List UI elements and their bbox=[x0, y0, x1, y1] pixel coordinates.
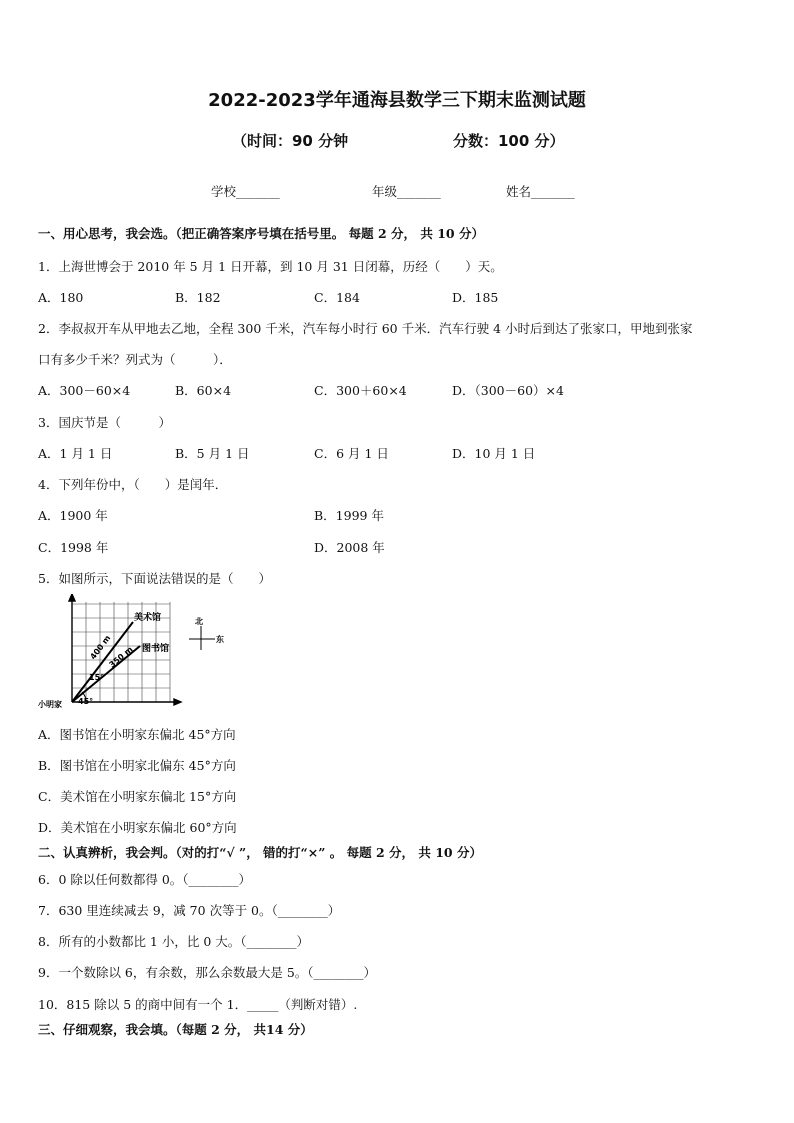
q1-option-c[interactable]: C．184 bbox=[314, 290, 360, 305]
q3-option-c[interactable]: C．6 月 1 日 bbox=[314, 446, 389, 461]
library-label: 图书馆 bbox=[142, 644, 170, 654]
question-2-line-2: 口有多少千米？列式为（ ）． bbox=[38, 352, 232, 367]
q1-option-a[interactable]: A．180 bbox=[38, 290, 84, 305]
art-museum-label: 美术馆 bbox=[134, 613, 162, 623]
exam-time: （时间：90 分钟 bbox=[232, 132, 349, 150]
q3-option-a[interactable]: A．1 月 1 日 bbox=[38, 446, 113, 461]
question-8[interactable]: 8．所有的小数都比 1 小，比 0 大。（________） bbox=[38, 934, 310, 949]
q1-option-b[interactable]: B．182 bbox=[175, 290, 221, 305]
question-6[interactable]: 6．0 除以任何数都得 0。（________） bbox=[38, 872, 252, 887]
art-museum-ray bbox=[72, 622, 133, 702]
section-1-heading: 一、用心思考，我会选。（把正确答案序号填在括号里。 每题 2 分， 共 10 分） bbox=[38, 226, 484, 241]
q3-option-d[interactable]: D．10 月 1 日 bbox=[452, 446, 536, 461]
q2-option-c[interactable]: C．300＋60×4 bbox=[314, 383, 407, 398]
q2-option-b[interactable]: B．60×4 bbox=[175, 383, 232, 398]
q2-option-a[interactable]: A．300－60×4 bbox=[38, 383, 131, 398]
school-field[interactable]: 学校_______ bbox=[211, 184, 280, 199]
question-3: 3．国庆节是（ ） bbox=[38, 415, 171, 430]
page-title: 2022-2023学年通海县数学三下期末监测试题 bbox=[208, 90, 586, 111]
compass-icon bbox=[189, 626, 215, 650]
question-1: 1．上海世博会于 2010 年 5 月 1 日开幕，到 10 月 31 日闭幕，历经（ ）天。 bbox=[38, 259, 503, 274]
exam-score: 分数：100 分） bbox=[453, 132, 565, 150]
q5-option-c[interactable]: C．美术馆在小明家东偏北 15°方向 bbox=[38, 789, 237, 804]
section-2-heading: 二、认真辨析，我会判。（对的打“√ ”， 错的打“×” 。 每题 2 分， 共 10 分） bbox=[38, 845, 482, 860]
q5-option-d[interactable]: D．美术馆在小明家东偏北 60°方向 bbox=[38, 820, 237, 835]
q5-option-b[interactable]: B．图书馆在小明家北偏东 45°方向 bbox=[38, 758, 236, 773]
q4-option-a[interactable]: A．1900 年 bbox=[38, 508, 108, 523]
q5-option-a[interactable]: A．图书馆在小明家东偏北 45°方向 bbox=[38, 727, 236, 742]
q2-option-d[interactable]: D．（300－60）×4 bbox=[452, 383, 564, 398]
question-2-line-1: 2．李叔叔开车从甲地去乙地，全程 300 千米，汽车每小时行 60 千米．汽车行驶 4 小时后到达了张家口，甲地到张家 bbox=[38, 321, 693, 336]
north-label: 北 bbox=[195, 617, 203, 626]
question-7[interactable]: 7．630 里连续减去 9，减 70 次等于 0。（________） bbox=[38, 903, 341, 918]
question-9[interactable]: 9．一个数除以 6，有余数，那么余数最大是 5。（________） bbox=[38, 965, 377, 980]
q4-option-b[interactable]: B．1999 年 bbox=[314, 508, 384, 523]
question-10[interactable]: 10．815 除以 5 的商中间有一个 1．_____（判断对错）. bbox=[38, 997, 358, 1012]
question-5: 5．如图所示，下面说法错误的是（ ） bbox=[38, 571, 271, 586]
distance-library-label: 350 m bbox=[107, 644, 135, 670]
distance-art-label: 400 m bbox=[88, 633, 113, 662]
grade-field[interactable]: 年级_______ bbox=[372, 184, 441, 199]
home-label: 小明家 bbox=[38, 700, 62, 709]
direction-diagram bbox=[38, 594, 238, 714]
q3-option-b[interactable]: B．5 月 1 日 bbox=[175, 446, 250, 461]
section-3-heading: 三、仔细观察，我会填。（每题 2 分， 共14 分） bbox=[38, 1022, 313, 1037]
question-4: 4．下列年份中，（ ）是闰年． bbox=[38, 477, 228, 492]
q1-option-d[interactable]: D．185 bbox=[452, 290, 499, 305]
angle-45-label: 45° bbox=[78, 697, 94, 706]
angle-15-label: 15° bbox=[89, 673, 105, 682]
east-label: 东 bbox=[216, 635, 224, 644]
name-field[interactable]: 姓名_______ bbox=[506, 184, 575, 199]
q4-option-c[interactable]: C．1998 年 bbox=[38, 540, 109, 555]
q4-option-d[interactable]: D．2008 年 bbox=[314, 540, 385, 555]
